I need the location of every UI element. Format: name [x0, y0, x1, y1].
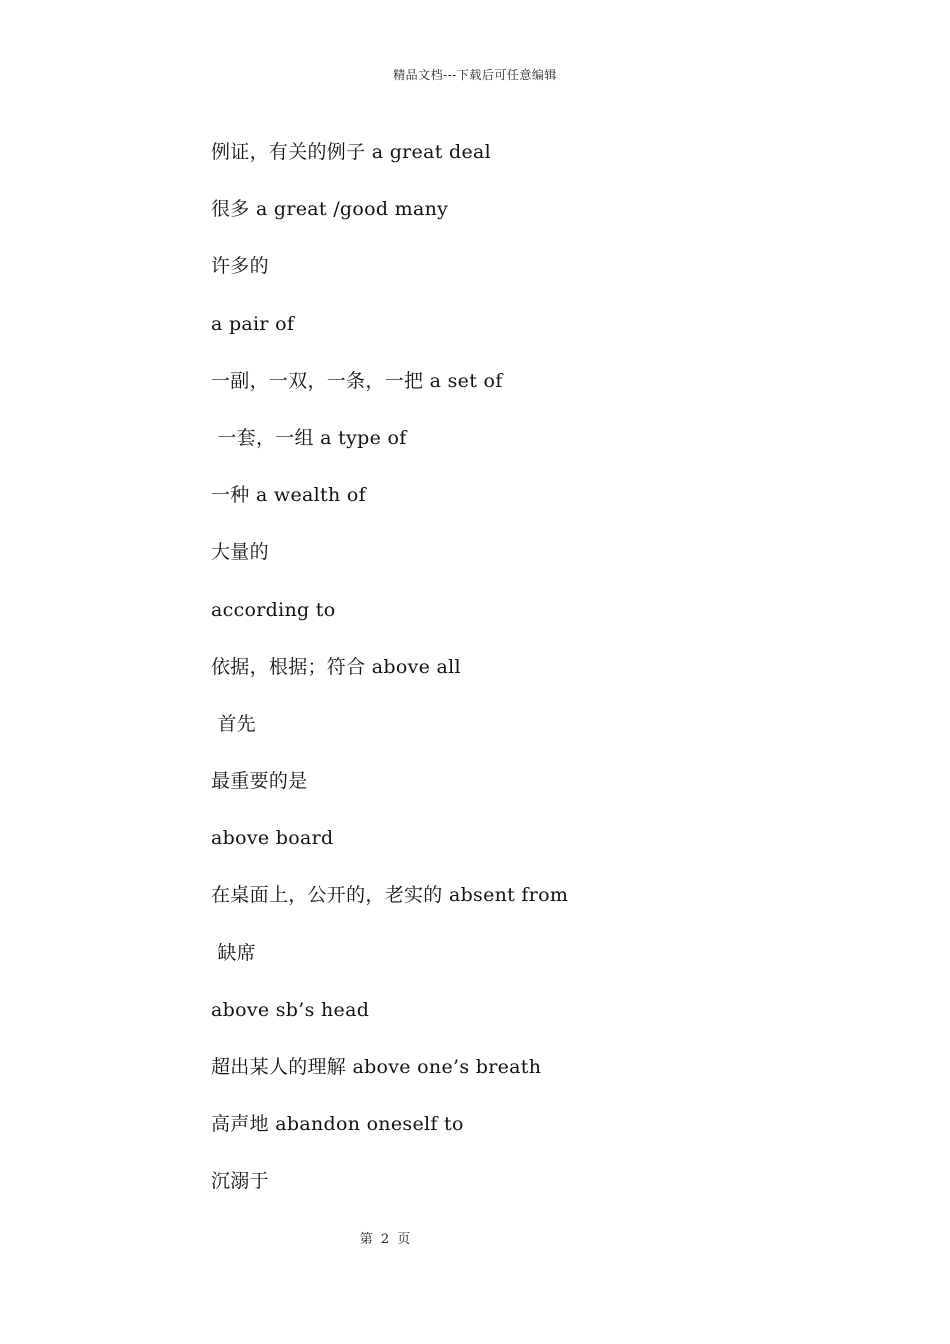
text-line: above board	[211, 827, 334, 850]
text-line: 高声地 abandon oneself to	[211, 1113, 464, 1136]
text-line: 最重要的是	[211, 770, 308, 793]
text-line: above sb’s head	[211, 998, 370, 1021]
text-line: 一副，一双，一条，一把 a set of	[211, 369, 503, 392]
text-line: 大量的	[211, 541, 269, 564]
text-line: 超出某人的理解 above one’s breath	[211, 1056, 542, 1078]
text-line: 在桌面上，公开的，老实的 absent from	[211, 884, 569, 907]
text-line: a pair of	[211, 312, 295, 335]
text-line: 首先	[211, 712, 256, 735]
document-body	[211, 130, 831, 1217]
text-line: 缺席	[211, 941, 256, 964]
text-line: according to	[211, 598, 336, 621]
text-line: 例证，有关的例子 a great deal	[211, 141, 492, 163]
text-line: 许多的	[211, 255, 269, 278]
text-line: 沉溺于	[211, 1170, 269, 1193]
text-line: 很多 a great /good many	[211, 198, 449, 221]
page-header: 精品文档---下载后可任意编辑	[393, 68, 557, 82]
text-line: 依据，根据；符合 above all	[211, 655, 461, 678]
page-footer: 第 2 页	[359, 1232, 411, 1247]
text-line: 一套，一组 a type of	[211, 426, 407, 449]
text-line: 一种 a wealth of	[211, 484, 366, 507]
